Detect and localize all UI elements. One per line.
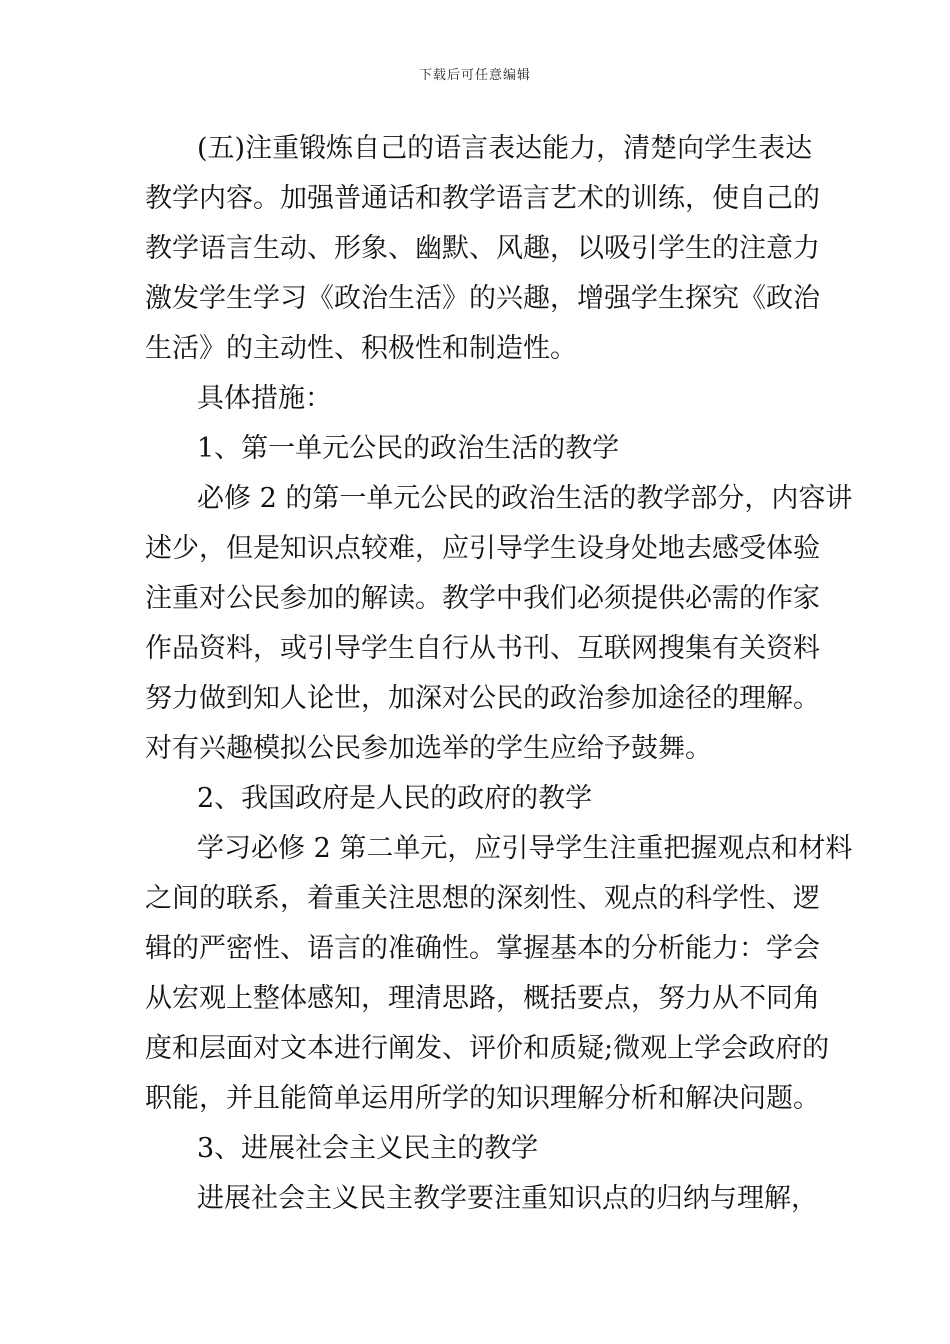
text-line: 生活》的主动性、积极性和制造性。	[145, 333, 577, 364]
text-line: 具体措施：	[197, 383, 332, 414]
text-line: 学习必修 2 第二单元，应引导学生注重把握观点和材料	[197, 833, 853, 864]
text-line: 职能，并且能简单运用所学的知识理解分析和解决问题。	[145, 1083, 820, 1114]
text-line: 之间的联系，着重关注思想的深刻性、观点的科学性、逻	[145, 883, 820, 914]
text-line: 3、进展社会主义民主的教学	[197, 1133, 539, 1164]
text-line: 必修 2 的第一单元公民的政治生活的教学部分，内容讲	[197, 483, 853, 514]
page-header: 下载后可任意编辑	[418, 68, 531, 83]
text-line: 教学内容。加强普通话和教学语言艺术的训练，使自己的	[145, 183, 820, 214]
text-line: 辑的严密性、语言的准确性。掌握基本的分析能力：学会	[145, 933, 820, 964]
text-line: 述少，但是知识点较难，应引导学生设身处地去感受体验	[145, 533, 820, 564]
text-line: 注重对公民参加的解读。教学中我们必须提供必需的作家	[145, 583, 820, 614]
text-line: 作品资料，或引导学生自行从书刊、互联网搜集有关资料	[145, 633, 820, 664]
text-line: 激发学生学习《政治生活》的兴趣，增强学生探究《政治	[145, 283, 820, 314]
text-line: 进展社会主义民主教学要注重知识点的归纳与理解，	[197, 1183, 818, 1214]
text-line: 从宏观上整体感知，理清思路，概括要点，努力从不同角	[145, 983, 820, 1014]
text-line: 度和层面对文本进行阐发、评价和质疑;微观上学会政府的	[145, 1033, 830, 1064]
document-body	[145, 124, 853, 1224]
text-line: 努力做到知人论世，加深对公民的政治参加途径的理解。	[145, 683, 820, 714]
text-line: 1、第一单元公民的政治生活的教学	[197, 433, 620, 464]
text-line: (五)注重锻炼自己的语言表达能力，清楚向学生表达	[197, 133, 813, 164]
text-line: 2、我国政府是人民的政府的教学	[197, 783, 593, 814]
text-line: 对有兴趣模拟公民参加选举的学生应给予鼓舞。	[145, 733, 712, 764]
text-line: 教学语言生动、形象、幽默、风趣，以吸引学生的注意力	[145, 233, 820, 264]
